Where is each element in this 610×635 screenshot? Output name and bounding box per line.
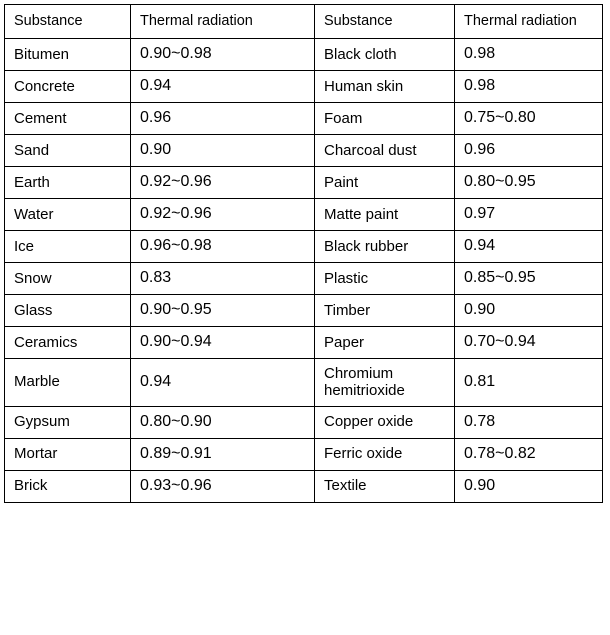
cell-substance-left: Gypsum — [5, 406, 131, 438]
cell-substance-right: Chromium hemitrioxide — [315, 359, 455, 407]
cell-value-left: 0.94 — [131, 71, 315, 103]
cell-value-left: 0.80~0.90 — [131, 406, 315, 438]
cell-value-right: 0.70~0.94 — [455, 327, 603, 359]
emissivity-table — [4, 4, 603, 503]
table-row — [5, 135, 603, 167]
column-header-substance-left: Substance — [5, 5, 131, 39]
cell-value-right: 0.81 — [455, 359, 603, 407]
cell-value-left: 0.90~0.94 — [131, 327, 315, 359]
cell-value-left: 0.90 — [131, 135, 315, 167]
cell-value-left: 0.83 — [131, 263, 315, 295]
table-row — [5, 263, 603, 295]
cell-value-left: 0.94 — [131, 359, 315, 407]
cell-value-right: 0.94 — [455, 231, 603, 263]
cell-substance-left: Marble — [5, 359, 131, 407]
column-header-thermal-radiation-right: Thermal radiation — [455, 5, 603, 39]
cell-substance-right: Charcoal dust — [315, 135, 455, 167]
table-row — [5, 71, 603, 103]
cell-substance-left: Cement — [5, 103, 131, 135]
cell-value-right: 0.90 — [455, 295, 603, 327]
cell-value-right: 0.90 — [455, 470, 603, 502]
cell-substance-right: Textile — [315, 470, 455, 502]
table-body — [5, 39, 603, 503]
cell-substance-left: Water — [5, 199, 131, 231]
cell-value-left: 0.92~0.96 — [131, 199, 315, 231]
cell-value-left: 0.96 — [131, 103, 315, 135]
table-header — [5, 5, 603, 39]
cell-substance-right: Timber — [315, 295, 455, 327]
table-row — [5, 406, 603, 438]
cell-substance-right: Paint — [315, 167, 455, 199]
cell-value-left: 0.93~0.96 — [131, 470, 315, 502]
cell-substance-right: Copper oxide — [315, 406, 455, 438]
cell-value-right: 0.80~0.95 — [455, 167, 603, 199]
cell-substance-right: Human skin — [315, 71, 455, 103]
table-row — [5, 438, 603, 470]
table-header-row — [5, 5, 603, 39]
cell-substance-left: Sand — [5, 135, 131, 167]
cell-value-right: 0.98 — [455, 39, 603, 71]
cell-substance-left: Glass — [5, 295, 131, 327]
cell-substance-right: Paper — [315, 327, 455, 359]
cell-value-left: 0.96~0.98 — [131, 231, 315, 263]
cell-value-right: 0.96 — [455, 135, 603, 167]
cell-substance-left: Ceramics — [5, 327, 131, 359]
cell-value-right: 0.98 — [455, 71, 603, 103]
table-row — [5, 327, 603, 359]
column-header-substance-right: Substance — [315, 5, 455, 39]
cell-substance-right: Foam — [315, 103, 455, 135]
cell-substance-right: Black rubber — [315, 231, 455, 263]
cell-value-left: 0.90~0.95 — [131, 295, 315, 327]
cell-substance-left: Brick — [5, 470, 131, 502]
cell-value-left: 0.90~0.98 — [131, 39, 315, 71]
cell-value-right: 0.85~0.95 — [455, 263, 603, 295]
table-row — [5, 295, 603, 327]
table-row — [5, 39, 603, 71]
cell-substance-left: Concrete — [5, 71, 131, 103]
cell-value-right: 0.97 — [455, 199, 603, 231]
column-header-thermal-radiation-left: Thermal radiation — [131, 5, 315, 39]
cell-value-right: 0.75~0.80 — [455, 103, 603, 135]
table-row — [5, 199, 603, 231]
table-row — [5, 167, 603, 199]
cell-substance-left: Mortar — [5, 438, 131, 470]
cell-substance-right: Matte paint — [315, 199, 455, 231]
table-row — [5, 470, 603, 502]
table-row — [5, 103, 603, 135]
cell-substance-left: Earth — [5, 167, 131, 199]
cell-value-right: 0.78 — [455, 406, 603, 438]
cell-substance-right: Black cloth — [315, 39, 455, 71]
cell-substance-right: Ferric oxide — [315, 438, 455, 470]
table-row — [5, 231, 603, 263]
cell-value-left: 0.92~0.96 — [131, 167, 315, 199]
cell-substance-left: Snow — [5, 263, 131, 295]
cell-value-left: 0.89~0.91 — [131, 438, 315, 470]
table-row — [5, 359, 603, 407]
cell-value-right: 0.78~0.82 — [455, 438, 603, 470]
cell-substance-left: Ice — [5, 231, 131, 263]
cell-substance-left: Bitumen — [5, 39, 131, 71]
cell-substance-right: Plastic — [315, 263, 455, 295]
